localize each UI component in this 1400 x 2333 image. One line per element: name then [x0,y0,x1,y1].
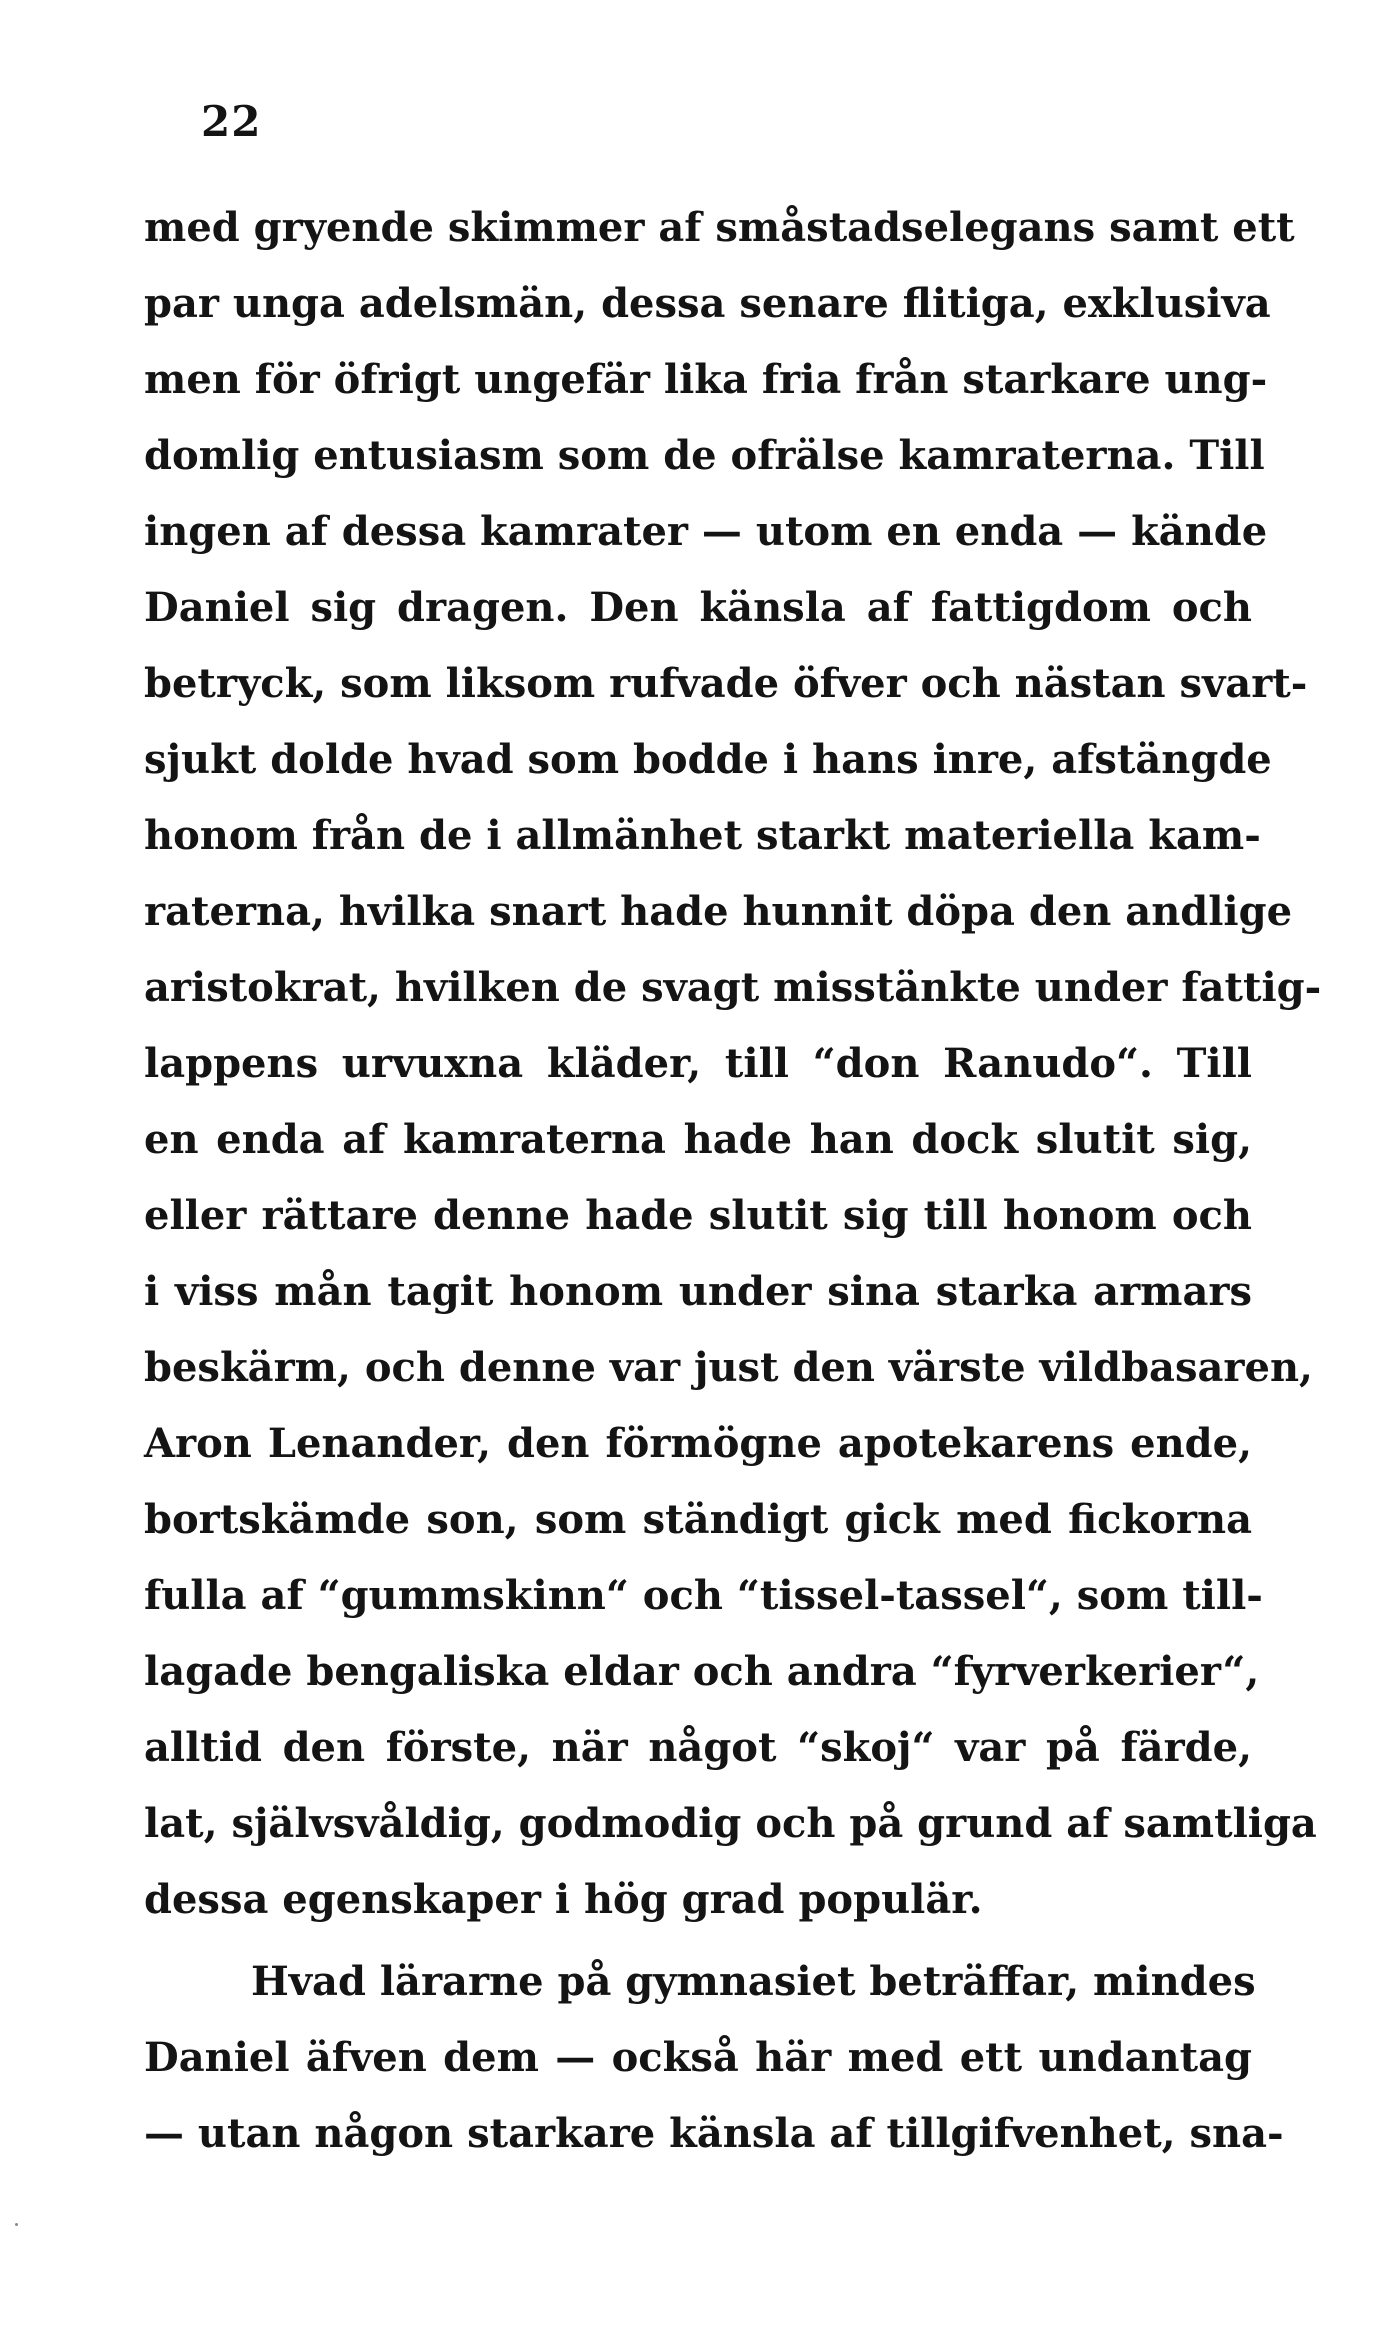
text-line: sjukt dolde hvad som bodde i hans inre, afstängde [144,736,1272,783]
text-line: par unga adelsmän, dessa senare flitiga, exklusiva [144,280,1271,327]
scan-speck [15,2223,18,2226]
text-line: eller rättare denne hade slutit sig till honom och [144,1192,1252,1239]
text-line: domlig entusiasm som de ofrälse kamraterna. Till [144,432,1265,479]
text-line: — utan någon starkare känsla af tillgifvenhet, sna- [144,2110,1284,2157]
text-line: Daniel äfven dem — också här med ett undantag [144,2034,1252,2081]
text-line: Hvad lärarne på gymnasiet beträffar, mindes [251,1958,1256,2005]
text-line: raterna, hvilka snart hade hunnit döpa den andlige [144,888,1293,935]
text-line: ingen af dessa kamrater — utom en enda — kände [144,508,1268,555]
page-number: 22 [201,97,262,146]
text-line: men för öfrigt ungefär lika fria från starkare ung- [144,356,1268,403]
text-line: honom från de i allmänhet starkt materiella kam- [144,812,1261,859]
text-line: alltid den förste, när något “skoj“ var på färde, [144,1724,1252,1771]
text-line: i viss mån tagit honom under sina starka armars [144,1268,1252,1315]
body-text [144,190,1322,2172]
text-line: Daniel sig dragen. Den känsla af fattigdom och [144,584,1252,631]
paragraph-1 [144,190,1322,1938]
paragraph-2 [144,1944,1284,2172]
text-line: beskärm, och denne var just den värste vildbasaren, [144,1344,1313,1391]
text-line: Aron Lenander, den förmögne apotekarens ende, [144,1420,1252,1467]
text-line: med gryende skimmer af småstadselegans samt ett [144,204,1295,251]
text-line: fulla af “gummskinn“ och “tissel-tassel“, som till- [144,1572,1263,1619]
text-line: dessa egenskaper i hög grad populär. [144,1876,983,1923]
text-line: lat, självsvåldig, godmodig och på grund af samtliga [144,1800,1317,1847]
text-line: bortskämde son, som ständigt gick med fickorna [144,1496,1252,1543]
text-line: betryck, som liksom rufvade öfver och nästan svart- [144,660,1308,707]
text-line: lagade bengaliska eldar och andra “fyrverkerier“, [144,1648,1260,1695]
text-line: aristokrat, hvilken de svagt misstänkte under fattig- [144,964,1322,1011]
text-line: lappens urvuxna kläder, till “don Ranudo“. Till [144,1040,1252,1087]
text-line: en enda af kamraterna hade han dock slutit sig, [144,1116,1252,1163]
